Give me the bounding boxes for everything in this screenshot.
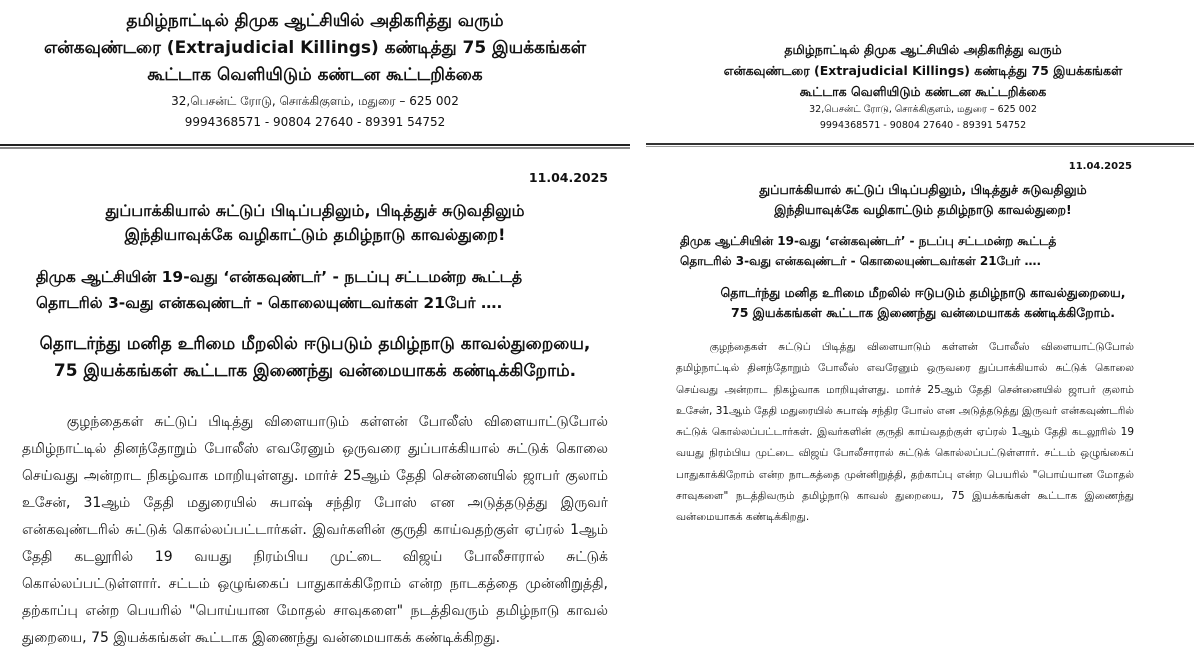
title-line-1: தமிழ்நாட்டில் திமுக ஆட்சியில் அதிகரித்து வரும்: [784, 42, 1062, 57]
title-line-3: கூட்டாக வெளியிடும் கண்டன கூட்டறிக்கை: [799, 84, 1047, 99]
title-line-2: என்கவுண்டரை (Extrajudicial Killings) கண்டித்து 75 இயக்கங்கள்: [723, 63, 1123, 78]
condemnation-line-1: தொடர்ந்து மனித உரிமை மீறலில் ஈடுபடும் தமிழ்நாடு காவல்துறையை,: [720, 285, 1126, 300]
condemnation-line-1: தொடர்ந்து மனித உரிமை மீறலில் ஈடுபடும் தமிழ்நாடு காவல்துறையை,: [39, 334, 591, 354]
subheading-line-1: திமுக ஆட்சியின் 19-வது ‘என்கவுண்டர்’ - நடப்பு சட்டமன்ற கூட்டத்: [36, 268, 523, 286]
letterhead-rule: [646, 143, 1194, 147]
subheading-line-1: திமுக ஆட்சியின் 19-வது ‘என்கவுண்டர்’ - நடப்பு சட்டமன்ற கூட்டத்: [680, 234, 1057, 248]
letterhead-rule: [0, 144, 630, 149]
phone-numbers: 9994368571 - 90804 27640 - 89391 54752: [184, 115, 446, 129]
title-line-3: கூட்டாக வெளியிடும் கண்டன கூட்டறிக்கை: [147, 65, 483, 85]
condemnation-heading: [0, 331, 630, 385]
statement-page-right: [646, 0, 1200, 667]
address: 32,பெசன்ட் ரோடு, சொக்கிகுளம், மதுரை – 625 002: [171, 94, 459, 108]
letterhead: [646, 0, 1200, 134]
body-paragraph: குழந்தைகள் சுட்டுப் பிடித்து விளையாடும் கள்ளன் போலீஸ் விளையாட்டுபோல் தமிழ்நாட்டில் தினந்தோறும் போலீஸ் எவரேனும் ஒருவரை துப்பாக்கியால் சுட்டுக் கொலை செய்வது அன்றாட நிகழ்வாக மாறியுள்ளது. மார்ச் 25ஆம் தேதி சென்னையில் ஜாபர் குலாம் உசேன், 31ஆம் தேதி மதுரையில் சுபாஷ் சந்திர போஸ் என அடுத்தடுத்து இருவர் என்கவுண்டரில் சுட்டுக் கொல்லப்பட்டார்கள். இவர்களின் குருதி காய்வதற்குள் ஏப்ரல் 1ஆம் தேதி கடலூரில் 19 வயது நிரம்பிய முட்டை விஜய் போலீசாரால் சுட்டுக் கொல்லப்பட்டுள்ளார். சட்டம் ஒழுங்கைப் பாதுகாக்கிறோம் என்ற நாடகத்தை முன்னிறுத்தி, தற்காப்பு என்ற பெயரில் "பொய்யான மோதல் சாவுகளை" நடத்திவரும் தமிழ்நாடு காவல் துறையை, 75 இயக்கங்கள் கூட்டாக இணைந்து வன்மையாகக் கண்டிக்கிறது.: [676, 341, 1134, 524]
address: 32,பெசன்ட் ரோடு, சொக்கிகுளம், மதுரை – 625 002: [809, 104, 1037, 115]
letterhead: [0, 0, 630, 133]
phone-numbers: 9994368571 - 90804 27640 - 89391 54752: [819, 120, 1027, 131]
headline-line-1: துப்பாக்கியால் சுட்டுப் பிடிப்பதிலும், பிடித்துச் சுடுவதிலும்: [105, 201, 525, 220]
condemnation-heading: [646, 283, 1200, 323]
body-paragraph: குழந்தைகள் சுட்டுப் பிடித்து விளையாடும் கள்ளன் போலீஸ் விளையாட்டுபோல் தமிழ்நாட்டில் தினந்தோறும் போலீஸ் எவரேனும் ஒருவரை துப்பாக்கியால் சுட்டுக் கொலை செய்வது அன்றாட நிகழ்வாக மாறியுள்ளது. மார்ச் 25ஆம் தேதி சென்னையில் ஜாபர் குலாம் உசேன், 31ஆம் தேதி மதுரையில் சுபாஷ் சந்திர போஸ் என அடுத்தடுத்து இருவர் என்கவுண்டரில் சுட்டுக் கொல்லப்பட்டார்கள். இவர்களின் குருதி காய்வதற்குள் ஏப்ரல் 1ஆம் தேதி கடலூரில் 19 வயது நிரம்பிய முட்டை விஜய் போலீசாரால் சுட்டுக் கொல்லப்பட்டுள்ளார். சட்டம் ஒழுங்கைப் பாதுகாக்கிறோம் என்ற நாடகத்தை முன்னிறுத்தி, தற்காப்பு என்ற பெயரில் "பொய்யான மோதல் சாவுகளை" நடத்திவரும் தமிழ்நாடு காவல் துறையை, 75 இயக்கங்கள் கூட்டாக இணைந்து வன்மையாகக் கண்டிக்கிறது.: [22, 414, 608, 646]
subheading-line-2: தொடரில் 3-வது என்கவுண்டர் - கொலையுண்டவர்கள் 21பேர் ….: [36, 294, 503, 312]
statement-date: 11.04.2025: [528, 170, 608, 185]
headline: [0, 199, 630, 247]
condemnation-line-2: 75 இயக்கங்கள் கூட்டாக இணைந்து வன்மையாகக் கண்டிக்கிறோம்.: [731, 305, 1115, 320]
page-divider: [634, 0, 642, 667]
headline-line-2: இந்தியாவுக்கே வழிகாட்டும் தமிழ்நாடு காவல்துறை!: [124, 225, 506, 244]
title-line-1: தமிழ்நாட்டில் திமுக ஆட்சியில் அதிகரித்து வரும்: [126, 11, 504, 31]
headline-line-2: இந்தியாவுக்கே வழிகாட்டும் தமிழ்நாடு காவல்துறை!: [774, 202, 1072, 217]
title-line-2: என்கவுண்டரை (Extrajudicial Killings) கண்டித்து 75 இயக்கங்கள்: [43, 38, 587, 58]
statement-date: 11.04.2025: [1068, 161, 1132, 172]
subheading: [680, 231, 1140, 271]
headline: [646, 180, 1200, 220]
condemnation-line-2: 75 இயக்கங்கள் கூட்டாக இணைந்து வன்மையாகக் கண்டிக்கிறோம்.: [53, 361, 577, 381]
subheading-line-2: தொடரில் 3-வது என்கவுண்டர் - கொலையுண்டவர்கள் 21பேர் ….: [680, 254, 1042, 268]
headline-line-1: துப்பாக்கியால் சுட்டுப் பிடிப்பதிலும், பிடித்துச் சுடுவதிலும்: [759, 182, 1087, 197]
subheading: [36, 264, 608, 316]
